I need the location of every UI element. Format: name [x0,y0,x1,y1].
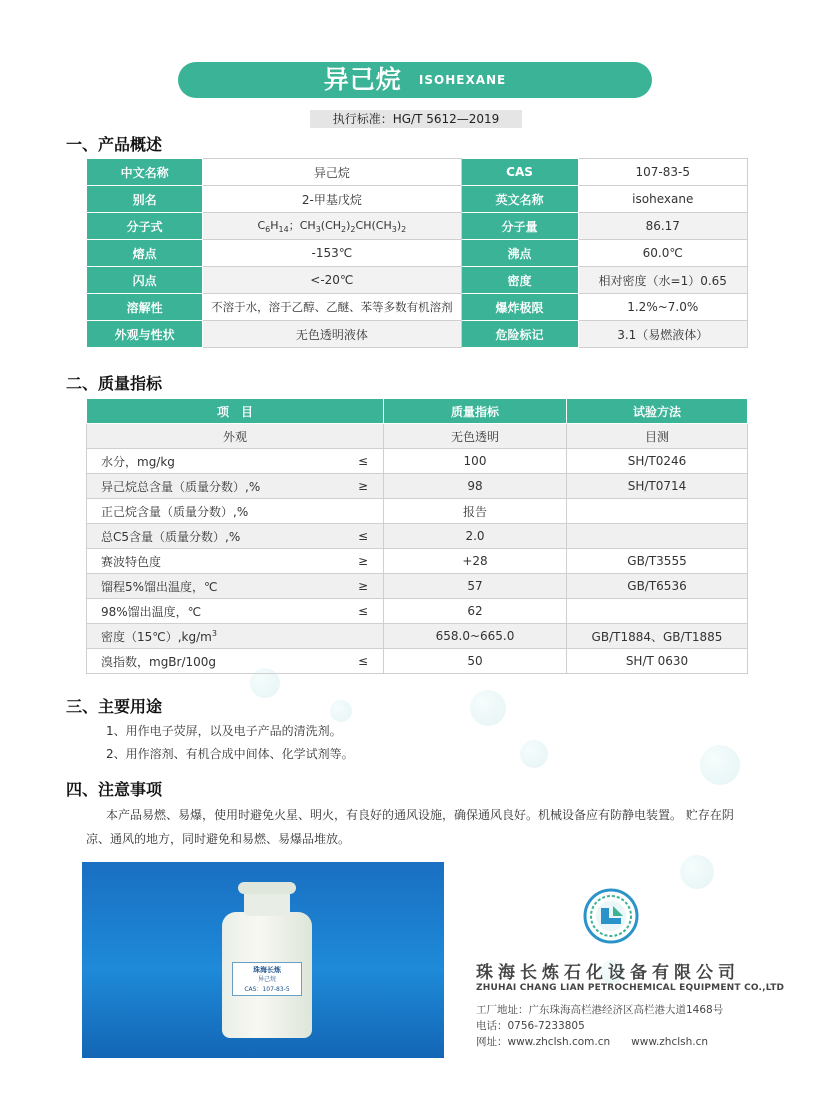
table-cell [567,599,748,624]
table-value: <-20℃ [203,267,461,294]
table-header: 质量指标 [384,399,567,424]
section-title-uses: 三、主要用途 [66,697,163,716]
section-title-overview: 一、产品概述 [66,135,163,154]
table-value: 86.17 [578,213,748,240]
table-row [87,649,748,674]
bottle-label: 珠海长炼 异己烷 CAS：107-83-5 [232,962,302,996]
table-cell: 馏程5%馏出温度，℃ [87,574,344,599]
table-cell: GB/T1884、GB/T1885 [567,624,748,649]
notes-paragraph: 本产品易燃、易爆，使用时避免火星、明火，有良好的通风设施，确保通风良好。机械设备应有防静电装置。 贮存在阴凉、通风的地方，同时避免和易燃、易爆品堆放。 [86,808,734,846]
table-key: 中文名称 [87,159,203,186]
table-value: 相对密度（水=1）0.65 [578,267,748,294]
overview-table [86,158,748,348]
table-cell: ≤ [343,524,384,549]
table-cell: ≥ [343,549,384,574]
table-value: 107-83-5 [578,159,748,186]
table-cell: 异己烷总含量（质量分数）,% [87,474,344,499]
molecule-decoration [680,855,714,889]
table-key: 英文名称 [461,186,578,213]
table-value: 异己烷 [203,159,461,186]
table-cell: GB/T3555 [567,549,748,574]
table-cell: +28 [384,549,567,574]
table-value: 3.1（易燃液体） [578,321,748,348]
product-title-english: ISOHEXANE [418,73,507,87]
company-website: 网址：www.zhclsh.com.cn www.zhclsh.cn [476,1036,709,1048]
table-row [87,599,748,624]
table-cell: 赛波特色度 [87,549,344,574]
table-cell: 总C5含量（质量分数）,% [87,524,344,549]
table-cell: 658.0~665.0 [384,624,567,649]
table-cell: ≥ [343,574,384,599]
section-title-notes: 四、注意事项 [66,780,163,799]
table-row [87,240,748,267]
company-name: 珠海长炼石化设备有限公司 [476,963,740,983]
company-name-english: ZHUHAI CHANG LIAN PETROCHEMICAL EQUIPMENT CO.,LTD [476,983,785,993]
table-cell: ≤ [343,649,384,674]
table-cell [567,499,748,524]
table-cell: 无色透明 [384,424,567,449]
table-key: 外观与性状 [87,321,203,348]
table-cell: 2.0 [384,524,567,549]
table-cell: SH/T0246 [567,449,748,474]
table-key: 熔点 [87,240,203,267]
table-cell [343,499,384,524]
table-row [87,474,748,499]
molecule-decoration [520,740,548,768]
table-cell: ≤ [343,449,384,474]
table-cell: 57 [384,574,567,599]
table-value: 1.2%~7.0% [578,294,748,321]
table-row [87,159,748,186]
table-row [87,213,748,240]
company-address: 工厂地址：广东珠海高栏港经济区高栏港大道1468号 [476,1004,724,1016]
standard-label: 执行标准：HG/T 5612—2019 [310,110,522,128]
table-header-row [87,399,748,424]
table-row [87,321,748,348]
table-cell [567,524,748,549]
company-logo-icon [583,888,639,944]
table-cell: 50 [384,649,567,674]
table-cell: 水分，mg/kg [87,449,344,474]
table-cell: 目测 [567,424,748,449]
table-cell [343,624,384,649]
table-key: 分子量 [461,213,578,240]
table-row [87,267,748,294]
table-key: 分子式 [87,213,203,240]
title-bar [178,62,652,98]
table-key: 沸点 [461,240,578,267]
table-cell: 报告 [384,499,567,524]
section-title-quality: 二、质量指标 [66,374,163,393]
table-cell: SH/T0714 [567,474,748,499]
table-value: 60.0℃ [578,240,748,267]
table-row [87,449,748,474]
table-key: 爆炸极限 [461,294,578,321]
table-cell: 外观 [87,424,384,449]
table-cell: 正己烷含量（质量分数）,% [87,499,344,524]
table-value: isohexane [578,186,748,213]
quality-table [86,398,748,674]
table-cell: 98 [384,474,567,499]
molecular-formula: $C_6H_{14}$；$CH_3(CH_2)_2CH(CH_3)_2$ [203,213,461,240]
company-phone: 电话：0756-7233805 [476,1020,585,1032]
table-cell: 62 [384,599,567,624]
table-row [87,294,748,321]
molecule-decoration [700,745,740,785]
table-row [87,424,748,449]
list-item: 1、用作电子荧屏，以及电子产品的清洗剂。 [106,724,342,738]
table-row [87,186,748,213]
table-row [87,499,748,524]
product-title: 异己烷 [323,65,402,94]
bottle-stopper [238,882,296,894]
table-key: 闪点 [87,267,203,294]
table-value: 无色透明液体 [203,321,461,348]
table-row [87,574,748,599]
table-key: 密度 [461,267,578,294]
table-row [87,524,748,549]
table-cell: 98%馏出温度，℃ [87,599,344,624]
table-key: 危险标记 [461,321,578,348]
table-header: 项 目 [87,399,384,424]
table-value: 2-甲基戊烷 [203,186,461,213]
table-cell: SH/T 0630 [567,649,748,674]
table-key: 别名 [87,186,203,213]
table-row [87,549,748,574]
molecule-decoration [330,700,352,722]
table-header: 试验方法 [567,399,748,424]
table-value: 不溶于水，溶于乙醇、乙醚、苯等多数有机溶剂 [203,294,461,321]
table-cell: ≤ [343,599,384,624]
table-cell: 100 [384,449,567,474]
table-cell: 密度$(15℃),kg/m^3$ [87,624,344,649]
table-row [87,624,748,649]
table-cell: GB/T6536 [567,574,748,599]
table-key: CAS [461,159,578,186]
table-key: 溶解性 [87,294,203,321]
molecule-decoration [470,690,506,726]
table-cell: ≥ [343,474,384,499]
list-item: 2、用作溶剂、有机合成中间体、化学试剂等。 [106,747,354,761]
product-photo [82,862,444,1058]
table-cell: 溴指数，mgBr/100g [87,649,344,674]
table-value: -153℃ [203,240,461,267]
